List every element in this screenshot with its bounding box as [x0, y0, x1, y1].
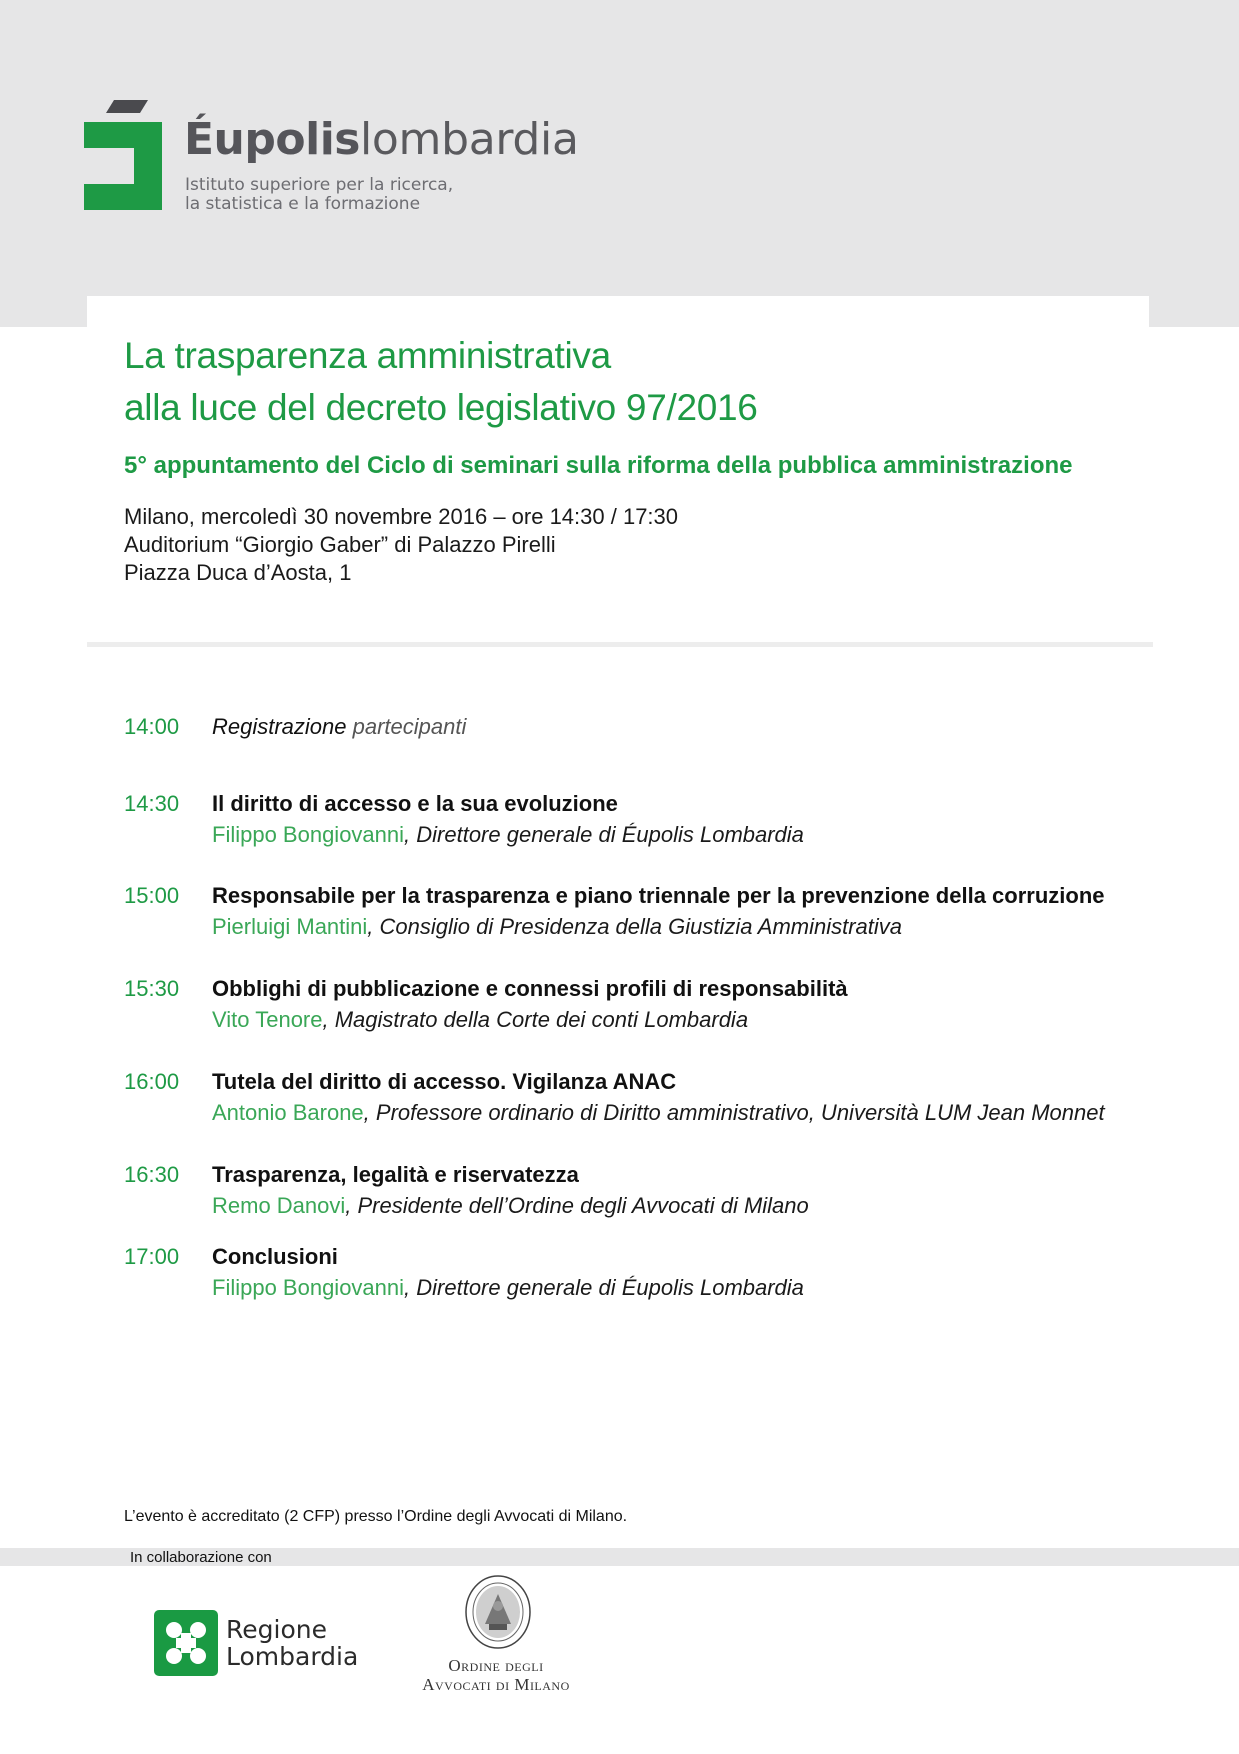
slot-topic: Responsabile per la trasparenza e piano triennale per la prevenzione della corruzione	[212, 883, 1105, 908]
slot-topic: Trasparenza, legalità e riservatezza	[212, 1162, 579, 1187]
slot-time: 16:30	[124, 1162, 180, 1187]
slot-time: 17:00	[124, 1244, 180, 1269]
ordine-avvocati-logo	[400, 1572, 600, 1692]
speaker-name: Antonio Barone	[212, 1100, 364, 1125]
slot-topic: Il diritto di accesso e la sua evoluzione	[212, 791, 618, 816]
eupolis-logo	[84, 100, 579, 220]
slot-time: 14:00	[124, 714, 180, 739]
speaker-name: Remo Danovi	[212, 1193, 346, 1218]
regione-lombardia-logo	[154, 1610, 384, 1680]
collaboration-label: In collaborazione con	[130, 1549, 272, 1566]
event-title-line-1: La trasparenza amministrativa	[124, 335, 611, 376]
event-date-time: Milano, mercoledì 30 novembre 2016 – ore 14:30 / 17:30	[124, 504, 679, 529]
slot-time: 15:00	[124, 883, 180, 908]
event-title	[124, 330, 758, 434]
slot-topic: Tutela del diritto di accesso. Vigilanza ANAC	[212, 1069, 677, 1094]
slot-topic: Registrazione partecipanti	[212, 714, 467, 739]
slot-time: 14:30	[124, 791, 180, 816]
slot-speaker	[212, 1193, 809, 1219]
slot-speaker	[212, 822, 804, 848]
regione-lombardia-name: Regione Lombardia	[226, 1615, 359, 1671]
speaker-name: Vito Tenore	[212, 1007, 323, 1032]
slot-time: 15:30	[124, 976, 180, 1001]
speaker-name: Pierluigi Mantini	[212, 914, 368, 939]
ordine-avvocati-name: Ordine degli Avvocati di Milano	[422, 1656, 570, 1694]
slot-topic: Conclusioni	[212, 1244, 338, 1269]
speaker-role: , Direttore generale di Éupolis Lombardia	[404, 1275, 804, 1300]
speaker-name: Filippo Bongiovanni	[212, 822, 405, 847]
slot-speaker	[212, 1275, 804, 1301]
event-info	[124, 503, 678, 587]
eupolis-logo-mark-icon	[84, 100, 164, 212]
slot-time: 16:00	[124, 1069, 180, 1094]
eupolis-wordmark: Éupolislombardia	[184, 114, 579, 165]
speaker-role: , Direttore generale di Éupolis Lombardia	[404, 822, 804, 847]
ordine-avvocati-seal-icon	[463, 1572, 533, 1652]
speaker-role: , Professore ordinario di Diritto amministrativo, Università LUM Jean Monnet	[363, 1100, 1105, 1125]
slot-topic: Obblighi di pubblicazione e connessi profili di responsabilità	[212, 976, 848, 1001]
eupolis-tagline-2: la statistica e la formazione	[185, 194, 421, 214]
regione-lombardia-flower-icon	[154, 1610, 218, 1676]
speaker-role: , Magistrato della Corte dei conti Lombardia	[322, 1007, 749, 1032]
speaker-name: Filippo Bongiovanni	[212, 1275, 405, 1300]
slot-speaker	[212, 1100, 1105, 1126]
event-title-line-2: alla luce del decreto legislativo 97/2016	[124, 387, 758, 428]
eupolis-tagline-1: Istituto superiore per la ricerca,	[185, 175, 454, 195]
slot-speaker	[212, 914, 902, 940]
event-venue: Auditorium “Giorgio Gaber” di Palazzo Pirelli	[124, 532, 556, 557]
event-address: Piazza Duca d’Aosta, 1	[124, 560, 352, 585]
event-subtitle: 5° appuntamento del Ciclo di seminari sulla riforma della pubblica amministrazione	[124, 452, 1073, 479]
divider	[87, 642, 1153, 647]
slot-speaker	[212, 1007, 748, 1033]
accreditation-note: L’evento è accreditato (2 CFP) presso l’Ordine degli Avvocati di Milano.	[124, 1508, 628, 1525]
speaker-role: , Presidente dell’Ordine degli Avvocati di Milano	[345, 1193, 809, 1218]
speaker-role: , Consiglio di Presidenza della Giustizia Amministrativa	[367, 914, 903, 939]
